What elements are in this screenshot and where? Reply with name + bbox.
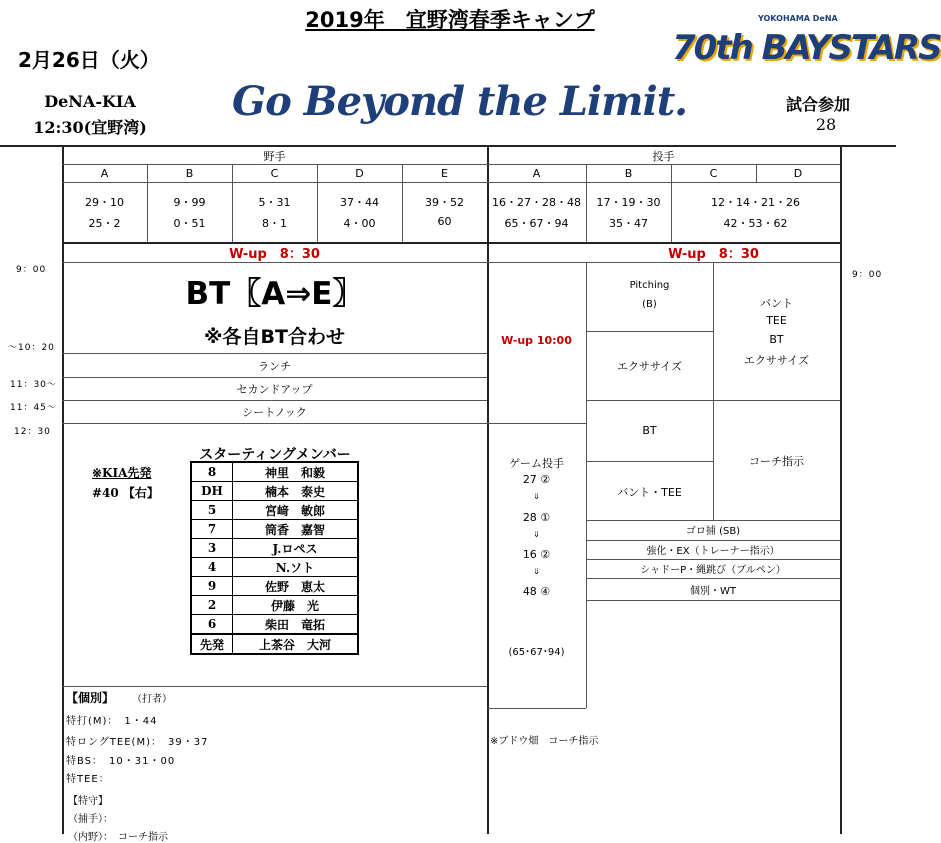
lineup-position: 2 [191,596,233,615]
lineup-player: 神里 和毅 [233,462,359,482]
time-label-1020: ～10：20 [8,343,55,353]
fielders-lunch: ランチ [258,360,291,373]
game-pitcher-2: 28 ① [522,511,551,524]
lineup-player: N.ソト [233,558,359,577]
bt-label: BT [769,333,784,346]
catcher-label: （捕手）： [68,814,113,825]
game-pitcher-4: 48 ④ [522,585,551,598]
pitchers-wup-a: W-up 10:00 [501,334,572,347]
kyoka-label: 強化・EX（トレーナー指示） [646,546,780,557]
fielder-group-d-row2: 4・00 [343,217,376,230]
pitcher-group-a-row2: 65・67・94 [504,217,569,230]
fielder-group-e-row1: 39・52 [425,196,464,209]
time-label-1230: 12：30 [14,427,51,437]
lineup-player: 楠本 泰史 [233,482,359,501]
game-pitchers-title: ゲーム投手 [509,457,564,470]
pitcher-group-c-row2: 42・53・62 [723,217,788,230]
fielder-group-e-label: E [441,167,448,180]
time-label-1145: 11：45～ [10,403,57,413]
team-logo [672,14,941,84]
fielder-group-b-row2: 0・51 [173,217,206,230]
fielders-second-up: セカンドアップ [236,383,313,396]
toku-bs: 特BS： 10・31・00 [66,756,176,767]
slogan-logo: Go Beyond the Limit. [232,78,688,125]
fielders-title: 野手 [263,150,286,163]
pitcher-group-a-label: A [532,167,541,180]
time-label-right-0900: 9：00 [852,270,883,280]
down-arrow-icon: ⇓ [533,567,540,576]
toku-batting: 特打(M)： 1・44 [66,716,158,727]
game-pitcher-3: 16 ② [522,548,551,561]
game-time: 12:30(宜野湾) [33,118,147,137]
fielder-group-d-row1: 37・44 [340,196,379,209]
exercise-label: エクササイズ [743,354,810,367]
team-logo-small: YOKOHAMA DeNA [758,14,838,23]
fielders-bt-note: ※各自BT合わせ [204,326,345,348]
pitcher-group-b-label: B [624,167,633,180]
pitcher-group-b-row1: 17・19・30 [596,196,661,209]
pitcher-group-c-label: C [709,167,718,180]
starting-members-title: スターティングメンバー [199,447,351,463]
document-title: 2019年 宜野湾春季キャンプ [305,8,595,32]
fielder-group-e-row2: 60 [437,215,452,228]
lineup-row [191,615,358,635]
fielder-group-a-label: A [100,167,109,180]
toku-long-tee: 特ロングTEE(M)： 39・37 [66,737,209,748]
lineup-player: 柴田 竜拓 [233,615,359,635]
goro-label: ゴロ捕 (SB) [685,526,741,537]
fielder-group-c-row2: 8・1 [262,217,287,230]
fielders-bt: BT〖A⇒E〗 [185,276,364,312]
lineup-position: 3 [191,539,233,558]
lineup-position: 8 [191,462,233,482]
pitcher-group-b-row2: 35・47 [609,217,648,230]
infield-label: （内野）： コーチ指示 [68,832,168,843]
bt-b-label: BT [642,424,657,437]
participants-count: 28 [815,115,837,134]
lineup-row [191,634,358,654]
lineup-player: 伊藤 光 [233,596,359,615]
pitching-group: (B) [642,299,657,310]
fielder-group-b-row1: 9・99 [173,196,206,209]
individual-subtitle: （打者） [132,694,172,705]
lineup-row [191,482,358,501]
lineup-row [191,539,358,558]
date-label: 2月26日（火） [18,48,160,72]
fielder-group-a-row1: 29・10 [85,196,124,209]
down-arrow-icon: ⇓ [533,492,540,501]
kobetsu-label: 個別・WT [690,586,736,597]
lineup-position: 5 [191,501,233,520]
game-label: DeNA-KIA [44,92,136,111]
pitchers-wup: W-up 8：30 [668,247,759,262]
lineup-row [191,501,358,520]
pitchers-title: 投手 [652,150,675,163]
toku-tee: 特TEE： [66,774,110,785]
lineup-position: 4 [191,558,233,577]
game-pitcher-1: 27 ② [522,473,551,486]
time-label-0900: 9：00 [16,265,47,275]
pitcher-group-a-row1: 16・27・28・48 [492,196,581,209]
exercise-b-label: エクササイズ [616,360,683,373]
kia-starter-number: #40 【右】 [92,486,159,500]
lineup-position: 6 [191,615,233,635]
lineup-player: 佐野 恵太 [233,577,359,596]
lineup-position: 先発 [191,634,233,654]
fielder-group-c-row1: 5・31 [258,196,291,209]
time-label-1130: 11：30～ [10,380,57,390]
lineup-row [191,558,358,577]
coach-instruction-label: コーチ指示 [749,455,804,468]
tee-label: TEE [766,314,787,327]
fielders-wup: W-up 8：30 [229,247,320,262]
lineup-row [191,520,358,539]
lineup-player: 宮﨑 敏郎 [233,501,359,520]
team-logo-main: 70th BAYSTARS [672,28,941,68]
participants-label: 試合参加 [786,95,851,114]
lineup-row [191,596,358,615]
lineup-position: DH [191,482,233,501]
pitcher-group-c-row1: 12・14・21・26 [711,196,800,209]
bunt-tee-label: バント・TEE [617,486,682,499]
pitching-label: Pitching [629,280,670,291]
lineup-player: J.ロペス [233,539,359,558]
starting-lineup-table [190,461,359,655]
lineup-row [191,462,358,482]
tokushu-title: 【特守】 [68,796,108,807]
game-pitchers-note: (65･67･94) [508,647,565,658]
fielder-group-d-label: D [355,167,364,180]
bunt-label: バント [760,297,793,310]
fielder-group-c-label: C [270,167,279,180]
individual-title: 【個別】 [66,691,115,705]
fielders-seat-knock: シートノック [242,406,307,419]
budou-note: ※ブドウ畑 コーチ指示 [490,736,599,747]
fielder-group-a-row2: 25・2 [88,217,121,230]
lineup-position: 9 [191,577,233,596]
pitcher-group-d-label: D [793,167,803,180]
lineup-row [191,577,358,596]
lineup-player: 上茶谷 大河 [233,634,359,654]
lineup-player: 筒香 嘉智 [233,520,359,539]
shadow-label: シャドーP・縄跳び（ブルペン） [640,565,786,576]
fielder-group-b-label: B [185,167,194,180]
down-arrow-icon: ⇓ [533,530,540,539]
kia-starter-note: ※KIA先発 [92,466,152,480]
lineup-position: 7 [191,520,233,539]
